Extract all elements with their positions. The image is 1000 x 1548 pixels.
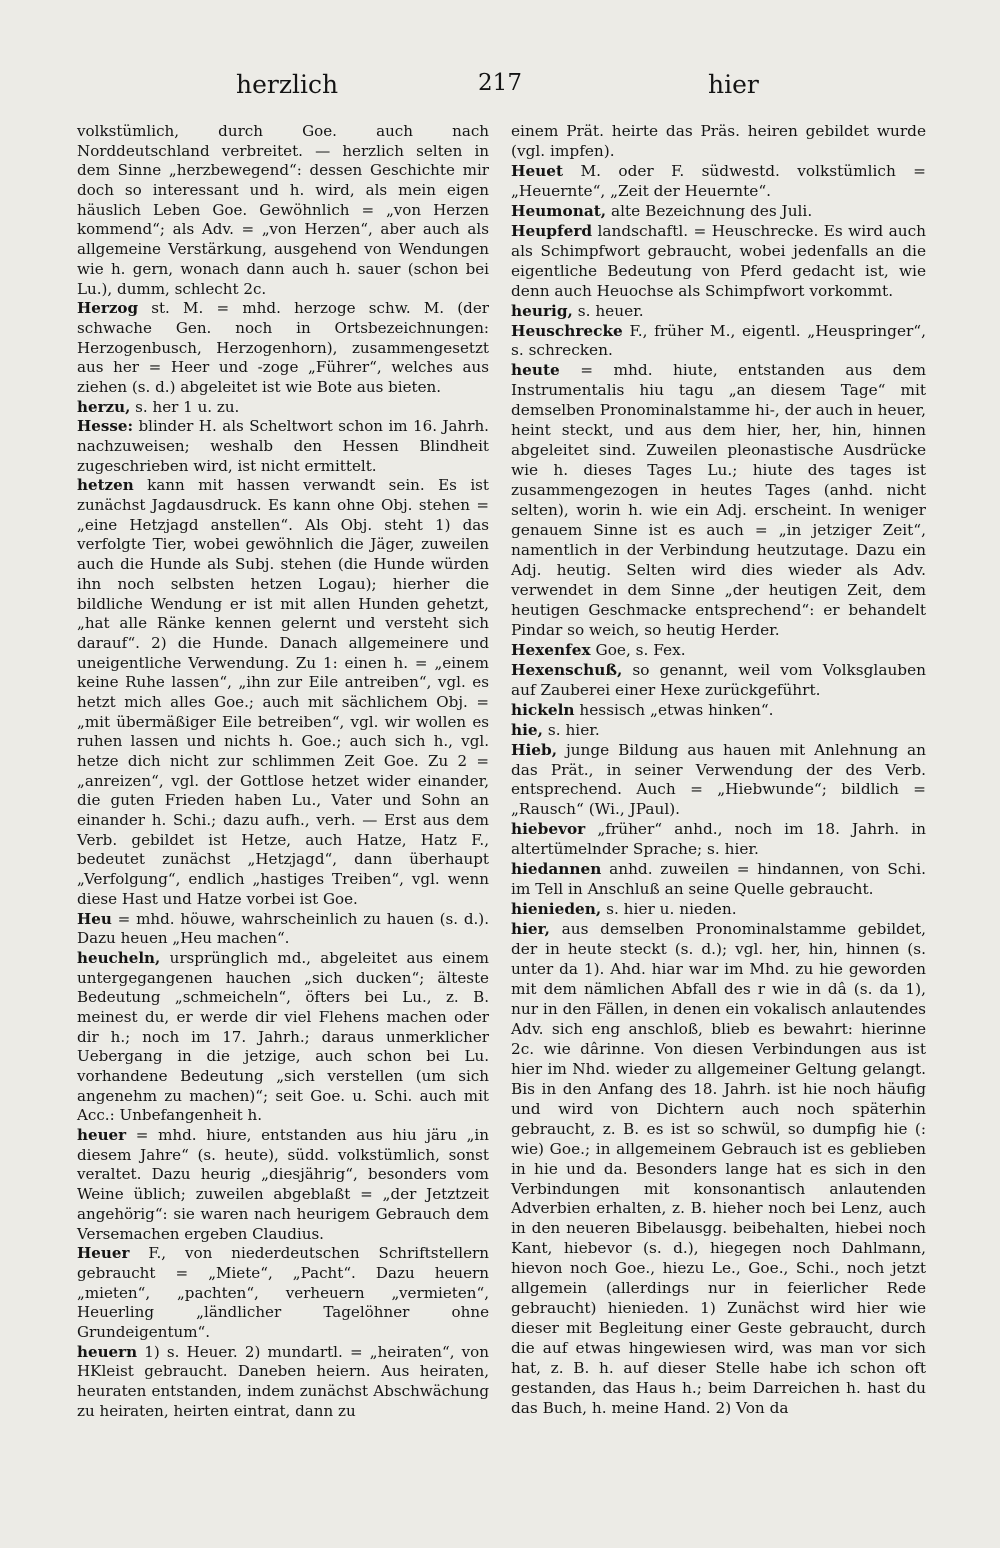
dictionary-entry [511, 741, 926, 821]
dictionary-entry [511, 820, 926, 860]
dictionary-entry [511, 721, 926, 741]
dictionary-entry [511, 162, 926, 202]
entry-headword: hiebevor [511, 820, 586, 839]
entry-text: junge Bildung aus hauen mit Anlehnung an das Prät., in seiner Verwendung der des Verb. entsprechend. Auch = „Hiebwunde“; bildlich = „Rausch“ (Wi., JPaul). [511, 740, 927, 819]
entry-headword: Heumonat, [511, 201, 607, 220]
dictionary-entry [511, 322, 926, 362]
dictionary-entry [511, 202, 926, 222]
dictionary-entry [511, 920, 926, 1419]
entry-text: s. hier. [547, 720, 600, 739]
dictionary-entry [511, 661, 926, 701]
dictionary-entry [511, 860, 926, 900]
dictionary-entry [77, 476, 489, 909]
dictionary-entry [511, 701, 926, 721]
entry-text: aus demselben Pronominalstamme gebildet, der in heute steckt (s. d.); vgl. her, hin, hinnen (s. unter da 1). Ahd. hiar war im Mhd. zu hie geworden mit dem nämlichen Abfall des r wie in dâ (s. da 1), nur in den Fällen, in denen ein vokalisch anlautendes Adv. sich eng anschloß, blieb es bewahrt: hierinne 2c. wie dârinne. Von diesen Verbindungen aus ist hier im Nhd. wieder zu allgemeiner Geltung gelangt. Bis in den Anfang des 18. Jahrh. ist hie noch häufig und wird von Dichtern auch noch späterhin gebraucht, z. B. es ist so schwül, so dumpfig hie (: wie) Goe.; in allgemeinem Gebrauch ist es geblieben in hie und da. Besonders lange hat es sich in den Verbindungen mit konsonantisch anlautenden Adverbien erhalten, z. B. hieher noch bei Lenz, auch in den neueren Bibelausgg. beibehalten, hiebei noch Kant, hiebevor (s. d.), hiegegen noch Dahlmann, hievon noch Goe., hiezu Le., Goe., Schi., noch jetzt allgemein (allerdings nur in feierlicher Rede gebraucht) hienieden. 1) Zunächst wird hier wie dieser mit Begleitung einer Geste gebraucht, durch die auf etwas hingewiesen wird, was man vor sich hat, z. B. h. auf dieser Stelle habe ich schon oft gestanden, das Haus h.; beim Darreichen h. hast du das Buch, h. meine Hand. 2) Von da [511, 920, 926, 1417]
entry-text: = mhd. höuwe, wahrscheinlich zu hauen (s. d.). Dazu heuen „Heu machen“. [77, 909, 489, 948]
entry-text: st. M. = mhd. herzoge schw. M. (der schwache Gen. noch in Ortsbezeichnungen: Herzogenbusch, Herzogenhorn), zusammengesetzt aus her = Heer und -zoge „Führer“, welches aus ziehen (s. d.) abgeleitet ist wie Bote aus bieten. [77, 299, 489, 396]
entry-text: = mhd. hiure, entstanden aus hiu järu „in diesem Jahre“ (s. heute), südd. volkstümlich, sonst veraltet. Dazu heurig „diesjährig“, besonders vom Weine üblich; zuweilen abgeblaßt = „der Jetztzeit angehörig“: sie waren nach heurigem Gebrauch dem Versemachen ergeben Claudius. [77, 1126, 489, 1243]
entry-headword: Heu [77, 909, 112, 928]
entry-text: alte Bezeichnung des Juli. [611, 201, 813, 220]
entry-text: M. oder F. südwestd. volkstümlich = „Heuernte“, „Zeit der Heuernte“. [511, 161, 926, 200]
entry-headword: hiedannen [511, 860, 602, 879]
entry-headword: Herzog [77, 299, 139, 318]
dictionary-entry [77, 299, 489, 397]
entry-text: volkstümlich, durch Goe. auch nach Norddeutschland verbreitet. — herzlich selten in dem Sinne „herzbewegend“: dessen Geschichte mir doch so interessant und h. wird, als mein eigen häuslich Leben Goe. Gewöhnlich = „von Herzen kommend“; als Adv. = „von Herzen“, aber auch als allgemeine Verstärkung, ausgehend von Wendungen wie h. gern, wonach dann auch h. sauer (schon bei Lu.), dumm, schlecht 2c. [77, 122, 489, 298]
dictionary-entry [77, 417, 489, 476]
dictionary-entry [77, 1126, 489, 1244]
entry-text: einem Prät. heirte das Präs. heiren gebildet wurde (vgl. impfen). [511, 122, 926, 160]
entry-headword: hie, [511, 720, 543, 739]
entry-headword: Hesse: [77, 417, 134, 436]
entry-headword: heute [511, 361, 560, 380]
entry-text: anhd. zuweilen = hindannen, von Schi. im Tell in Anschluß an seine Quelle gebraucht. [511, 860, 926, 899]
dictionary-entry [511, 641, 926, 661]
dictionary-entry [77, 122, 489, 299]
entry-headword: Heuer [77, 1244, 130, 1263]
entry-headword: Hexenfex [511, 640, 591, 659]
entry-headword: heuer [77, 1126, 127, 1145]
entry-text: landschaftl. = Heuschrecke. Es wird auch als Schimpfwort gebraucht, wobei jedenfalls an die eigentliche Bedeutung von Pferd gedacht ist, wie denn auch Heuochse als Schimpfwort vorkommt. [511, 221, 926, 300]
dictionary-entry [77, 1244, 489, 1342]
entry-text: so genannt, weil vom Volksglauben auf Zauberei einer Hexe zurückgeführt. [511, 660, 926, 699]
page-number: 217 [478, 70, 522, 96]
entry-headword: hetzen [77, 476, 134, 495]
entry-text: = mhd. hiute, entstanden aus dem Instrumentalis hiu tagu „an diesem Tage“ mit demselben Pronominalstamme hi-, der auch in heuer, heint steckt, und aus dem hier, her, hin, hinnen abgeleitet sind. Zuweilen pleonastische Ausdrücke wie h. dieses Tages Lu.; hiute des tages ist zusammengezogen in heutes Tages (anhd. nicht selten), worin h. wie ein Adj. erscheint. In weniger genauem Sinne ist es auch = „in jetziger Zeit“, namentlich in der Verbindung heutzutage. Dazu ein Adj. heutig. Selten wird dies wieder als Adv. verwendet in dem Sinne „der heutigen Zeit, dem heutigen Geschmacke entsprechend“: er behandelt Pindar so weich, so heutig Herder. [511, 361, 926, 639]
dictionary-entry [511, 302, 926, 322]
entry-headword: Heuschrecke [511, 321, 623, 340]
entry-text: hessisch „etwas hinken“. [579, 700, 774, 719]
entry-text: s. her 1 u. zu. [135, 397, 240, 416]
entry-text: s. heuer. [577, 301, 644, 320]
dictionary-entry [77, 1343, 489, 1422]
entry-headword: heurig, [511, 301, 573, 320]
dictionary-entry [77, 398, 489, 418]
entry-text: 1) s. Heuer. 2) mundartl. = „heiraten“, von HKleist gebraucht. Daneben heiern. Aus heiraten, heuraten entstanden, indem zunächst Abschwächung zu heiraten, heirten eintrat, dann zu [77, 1342, 489, 1420]
left-column [77, 122, 489, 1421]
entry-headword: Heupferd [511, 221, 593, 240]
entry-headword: herzu, [77, 397, 131, 416]
entry-headword: heuern [77, 1342, 138, 1361]
entry-headword: hienieden, [511, 900, 602, 919]
entry-headword: Hexenschuß, [511, 660, 623, 679]
entry-text: kann mit hassen verwandt sein. Es ist zunächst Jagdausdruck. Es kann ohne Obj. stehen = „eine Hetzjagd anstellen“. Als Obj. steht 1) das verfolgte Tier, wobei gewöhnlich die Jäger, zuweilen auch die Hunde als Subj. stehen (die Hunde würden ihn noch selbsten hetzen Logau); hierher die bildliche Wendung er ist mit allen Hunden gehetzt, „hat alle Ränke kennen gelernt und versteht sich darauf“. 2) die Hunde. Danach allgemeinere und uneigentliche Verwendung. Zu 1: einen h. = „einem keine Ruhe lassen“, „ihn zur Eile antreiben“, vgl. es hetzt mich alles Goe.; auch mit sächlichem Obj. = „mit übermäßiger Eile betreiben“, vgl. wir wollen es ruhen lassen und nichts h. Goe.; auch sich h., vgl. hetze dich nicht zur schlimmen Zeit Goe. Zu 2 = „anreizen“, vgl. der Gottlose hetzet wider einander, die guten Frieden haben Lu., Vater und Sohn an einander h. Schi.; dazu aufh., verh. — Erst aus dem Verb. gebildet ist Hetze, auch Hatze, Hatz F., bedeutet zunächst „Hetzjagd“, dann überhaupt „Verfolgung“, endlich „hastiges Treiben“, vgl. wenn diese Hast und Hatze vorbei ist Goe. [77, 476, 489, 908]
header-left-guideword: herzlich [236, 70, 339, 99]
header-right-guideword: hier [708, 70, 759, 99]
dictionary-entry [511, 361, 926, 640]
dictionary-entry [77, 949, 489, 1126]
entry-text: F., von niederdeutschen Schriftstellern gebraucht = „Miete“, „Pacht“. Dazu heuern „mieten“, „pachten“, verheuern „vermieten“, Heuerling „ländlicher Tagelöhner ohne Grundeigentum“. [77, 1244, 489, 1341]
dictionary-entry [511, 222, 926, 302]
entry-headword: hickeln [511, 700, 575, 719]
entry-headword: Heuet [511, 161, 564, 180]
entry-text: blinder H. als Scheltwort schon im 16. Jahrh. nachzuweisen; weshalb den Hessen Blindheit zugeschrieben wird, ist nicht ermittelt. [77, 417, 489, 475]
dictionary-entry [511, 122, 926, 162]
dictionary-entry [77, 910, 489, 949]
right-column [511, 122, 926, 1419]
entry-text: ursprünglich md., abgeleitet aus einem untergegangenen hauchen „sich ducken“; älteste Bedeutung „schmeicheln“, öfters bei Lu., z. B. meinest du, er werde dir viel Flehens machen oder dir h.; noch im 17. Jahrh.; daraus unmerklicher Uebergang in die jetzige, auch schon bei Lu. vorhandene Bedeutung „sich verstellen (um sich angenehm zu machen)“; seit Goe. u. Schi. auch mit Acc.: Unbefangenheit h. [77, 948, 489, 1125]
entry-text: Goe, s. Fex. [595, 640, 686, 659]
entry-headword: hier, [511, 920, 550, 939]
running-header [0, 70, 1000, 106]
dictionary-entry [511, 900, 926, 920]
entry-headword: heucheln, [77, 948, 161, 967]
entry-headword: Hieb, [511, 740, 558, 759]
entry-text: F., früher M., eigentl. „Heuspringer“, s. schrecken. [511, 321, 926, 360]
entry-text: „früher“ anhd., noch im 18. Jahrh. in altertümelnder Sprache; s. hier. [511, 820, 926, 859]
entry-text: s. hier u. nieden. [606, 900, 737, 919]
